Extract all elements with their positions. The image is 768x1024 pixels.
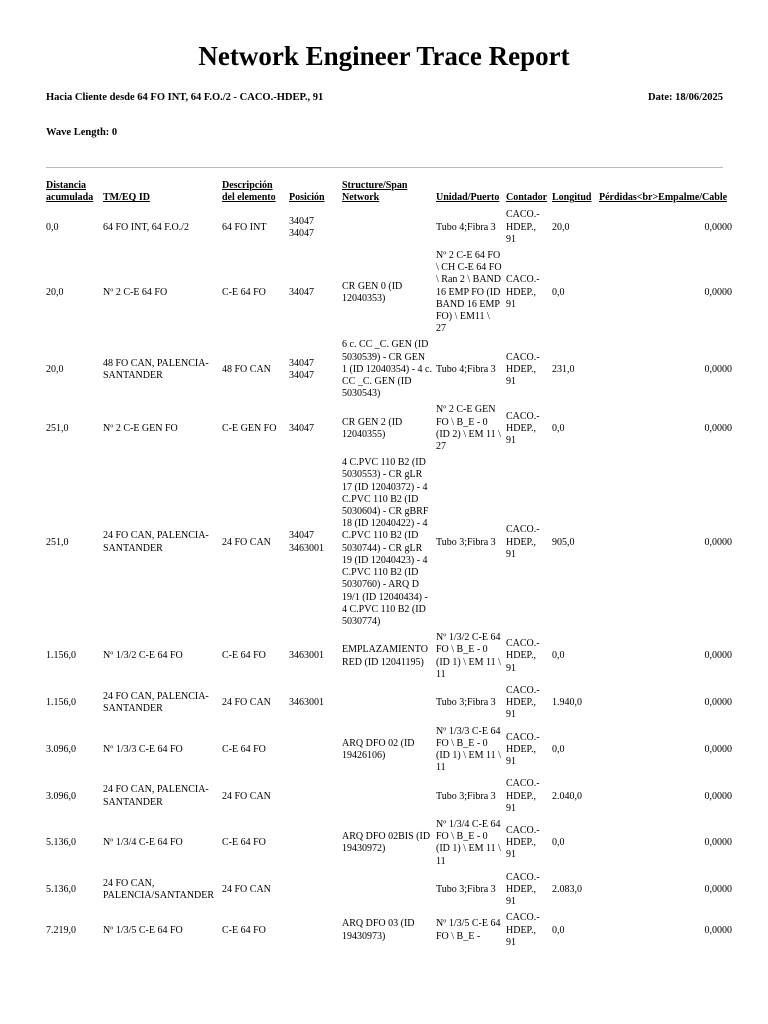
- cell-descripcion: 24 FO CAN: [222, 883, 271, 895]
- cell-descripcion: C-E 64 FO: [222, 286, 266, 298]
- cell-posicion: 3463001: [289, 650, 324, 662]
- cell-longitud: 0,0: [552, 837, 565, 849]
- cell-perdidas: 0,0000: [704, 924, 732, 936]
- cell-posicion: 3463001: [289, 697, 324, 709]
- cell-posicion: 34047 34047: [289, 215, 314, 239]
- cell-unidad: Nº 1/3/2 C-E 64 FO \ B_E - 0 (ID 1) \ EM 11 \ 11: [436, 632, 501, 680]
- cell-structure: [340, 871, 434, 912]
- cell-structure: CR GEN 2 (ID 12040355): [342, 416, 403, 440]
- cell-posicion: 34047 3463001: [289, 530, 324, 554]
- cell-distancia: 251,0: [46, 422, 69, 434]
- cell-structure: [340, 684, 434, 725]
- column-header-distancia: Distancia acumulada: [46, 180, 94, 204]
- cell-posicion: [287, 911, 340, 952]
- cell-perdidas: 0,0000: [704, 536, 732, 548]
- cell-perdidas: 0,0000: [704, 790, 732, 802]
- cell-perdidas: 0,0000: [704, 422, 732, 434]
- cell-contador: CACO.-HDEP., 91: [506, 209, 540, 245]
- cell-tm-eq-id: 24 FO CAN, PALENCIA-SANTANDER: [103, 530, 209, 554]
- report-title: Network Engineer Trace Report: [198, 41, 570, 71]
- cell-tm-eq-id: Nº 1/3/5 C-E 64 FO: [103, 924, 183, 936]
- cell-tm-eq-id: 48 FO CAN, PALENCIA-SANTANDER: [103, 357, 209, 381]
- table-row: [44, 777, 734, 818]
- cell-distancia: 1.156,0: [46, 697, 76, 709]
- cell-unidad: Tubo 3;Fibra 3: [436, 790, 496, 802]
- cell-perdidas: 0,0000: [704, 286, 732, 298]
- cell-longitud: 0,0: [552, 924, 565, 936]
- cell-distancia: 7.219,0: [46, 924, 76, 936]
- cell-perdidas: 0,0000: [704, 650, 732, 662]
- table-body: [44, 208, 734, 952]
- cell-distancia: 20,0: [46, 286, 64, 298]
- cell-tm-eq-id: Nº 1/3/2 C-E 64 FO: [103, 650, 183, 662]
- cell-distancia: 251,0: [46, 536, 69, 548]
- cell-structure: ARQ DFO 02BIS (ID 19430972): [342, 831, 431, 855]
- cell-posicion: [287, 871, 340, 912]
- cell-perdidas: 0,0000: [704, 743, 732, 755]
- cell-tm-eq-id: Nº 2 C-E 64 FO: [103, 286, 168, 298]
- cell-contador: CACO.-HDEP., 91: [506, 638, 540, 674]
- wavelength-label: Wave Length: 0: [46, 127, 118, 138]
- column-header-perdidas: Pérdidas<br>Empalme/Cable: [599, 192, 728, 204]
- cell-unidad: Tubo 4;Fibra 3: [436, 221, 496, 233]
- cell-contador: CACO.-HDEP., 91: [506, 351, 540, 388]
- cell-contador: CACO.-HDEP., 91: [506, 274, 540, 310]
- table-row: [44, 818, 734, 871]
- cell-descripcion: C-E 64 FO: [222, 650, 266, 662]
- cell-distancia: 3.096,0: [46, 743, 76, 755]
- table-row: [44, 208, 734, 249]
- cell-structure: 4 C.PVC 110 B2 (ID 5030553) - CR gLR 17 (ID 12040372) - 4 C.PVC 110 B2 (ID 5030604) - CR gBRF 18 (ID 12040422) - 4 C.PVC 110 B2 (ID 5030744) - CR gLR 19 (ID 12040423) - 4 C.PVC 110 B2 (ID 5030760) - ARQ D 19/1 (ID 12040434) - 4 C.PVC 110 B2 (ID 5030774): [342, 457, 429, 627]
- cell-descripcion: 64 FO INT: [222, 221, 267, 233]
- table-row: [44, 338, 734, 403]
- cell-longitud: 1.940,0: [552, 697, 582, 709]
- cell-contador: CACO.-HDEP., 91: [506, 731, 540, 768]
- cell-longitud: 0,0: [552, 286, 565, 298]
- cell-longitud: 2.083,0: [552, 883, 582, 895]
- cell-contador: CACO.-HDEP., 91: [506, 410, 540, 446]
- column-header-structure: Structure/Span Network: [342, 180, 408, 204]
- cell-descripcion: 48 FO CAN: [222, 363, 271, 375]
- cell-unidad: Tubo 3;Fibra 3: [436, 883, 496, 895]
- cell-descripcion: 24 FO CAN: [222, 536, 271, 548]
- trace-table: [44, 180, 734, 952]
- cell-perdidas: 0,0000: [704, 837, 732, 849]
- cell-distancia: 3.096,0: [46, 790, 76, 802]
- cell-posicion: 34047 34047: [289, 357, 314, 381]
- cell-posicion: [287, 777, 340, 818]
- cell-tm-eq-id: 24 FO CAN, PALENCIA-SANTANDER: [103, 691, 209, 715]
- cell-unidad: Tubo 3;Fibra 3: [436, 697, 496, 709]
- cell-contador: CACO.-HDEP., 91: [506, 825, 540, 861]
- cell-unidad: Nº 2 C-E GEN FO \ B_E - 0 (ID 2) \ EM 11 \ 27: [436, 404, 501, 453]
- cell-distancia: 1.156,0: [46, 650, 76, 662]
- table-row: [44, 684, 734, 725]
- cell-structure: ARQ DFO 03 (ID 19430973): [342, 918, 415, 942]
- cell-structure: 6 c. CC _C. GEN (ID 5030539) - CR GEN 1 (ID 12040354) - 4 c. CC _C. GEN (ID 5030543): [342, 339, 432, 400]
- cell-distancia: 5.136,0: [46, 883, 76, 895]
- cell-perdidas: 0,0000: [704, 697, 732, 709]
- cell-descripcion: C-E 64 FO: [222, 743, 266, 755]
- cell-longitud: 2.040,0: [552, 790, 582, 802]
- cell-longitud: 20,0: [552, 221, 570, 233]
- table-row: [44, 871, 734, 912]
- table-row: [44, 911, 734, 952]
- table-row: [44, 403, 734, 456]
- cell-tm-eq-id: 64 FO INT, 64 F.O./2: [103, 221, 189, 233]
- column-header-descripcion: Descripción del elemento: [222, 180, 276, 204]
- column-header-tm-eq-id: TM/EQ ID: [103, 192, 150, 204]
- cell-descripcion: C-E 64 FO: [222, 837, 266, 849]
- cell-unidad: Tubo 4;Fibra 3: [436, 363, 496, 375]
- route-description: Hacia Cliente desde 64 FO INT, 64 F.O./2 - CACO.-HDEP., 91: [46, 92, 324, 103]
- cell-structure: [340, 208, 434, 249]
- cell-structure: ARQ DFO 02 (ID 19426106): [342, 737, 415, 761]
- cell-posicion: [287, 725, 340, 778]
- cell-unidad: Nº 1/3/5 C-E 64 FO \ B_E -: [436, 918, 501, 942]
- cell-distancia: 0,0: [46, 221, 59, 233]
- table-row: [44, 725, 734, 778]
- cell-tm-eq-id: Nº 1/3/3 C-E 64 FO: [103, 743, 183, 755]
- cell-contador: CACO.-HDEP., 91: [506, 524, 540, 560]
- table-header-row: [44, 180, 734, 208]
- cell-tm-eq-id: 24 FO CAN, PALENCIA/SANTANDER: [103, 877, 215, 902]
- table-row: [44, 456, 734, 631]
- table-row: [44, 249, 734, 338]
- cell-posicion: 34047: [289, 422, 314, 434]
- cell-unidad: Nº 2 C-E 64 FO \ CH C-E 64 FO \ Ran 2 \ BAND 16 EMP FO (ID BAND 16 EMP FO) \ EM11 \ 27: [436, 250, 502, 335]
- cell-structure: EMPLAZAMIENTO RED (ID 12041195): [342, 644, 428, 668]
- column-header-unidad: Unidad/Puerto: [436, 192, 500, 204]
- column-header-contador: Contador: [506, 192, 548, 204]
- cell-unidad: Tubo 3;Fibra 3: [436, 536, 496, 548]
- column-header-posicion: Posición: [289, 192, 325, 204]
- route-line: [46, 91, 723, 104]
- column-header-longitud: Longitud: [552, 192, 592, 204]
- cell-distancia: 5.136,0: [46, 837, 76, 849]
- table-row: [44, 631, 734, 684]
- cell-descripcion: C-E GEN FO: [222, 422, 277, 434]
- cell-structure: CR GEN 0 (ID 12040353): [342, 280, 403, 304]
- cell-longitud: 0,0: [552, 650, 565, 662]
- cell-descripcion: 24 FO CAN: [222, 697, 271, 709]
- cell-perdidas: 0,0000: [704, 221, 732, 233]
- cell-descripcion: C-E 64 FO: [222, 924, 266, 936]
- cell-posicion: [287, 818, 340, 871]
- cell-longitud: 905,0: [552, 536, 575, 548]
- cell-perdidas: 0,0000: [704, 363, 732, 375]
- cell-descripcion: 24 FO CAN: [222, 790, 271, 802]
- cell-contador: CACO.-HDEP., 91: [506, 778, 540, 814]
- divider: [46, 167, 723, 168]
- cell-longitud: 231,0: [552, 363, 575, 375]
- cell-posicion: 34047: [289, 286, 314, 298]
- cell-longitud: 0,0: [552, 743, 565, 755]
- cell-unidad: Nº 1/3/4 C-E 64 FO \ B_E - 0 (ID 1) \ EM 11 \ 11: [436, 818, 501, 867]
- report-date: Date: 18/06/2025: [648, 92, 723, 103]
- cell-longitud: 0,0: [552, 422, 565, 434]
- cell-distancia: 20,0: [46, 363, 64, 375]
- cell-perdidas: 0,0000: [704, 883, 732, 895]
- cell-structure: [340, 777, 434, 818]
- cell-contador: CACO.-HDEP., 91: [506, 871, 540, 908]
- cell-tm-eq-id: Nº 2 C-E GEN FO: [103, 422, 178, 434]
- cell-tm-eq-id: Nº 1/3/4 C-E 64 FO: [103, 837, 183, 849]
- cell-tm-eq-id: 24 FO CAN, PALENCIA-SANTANDER: [103, 784, 209, 808]
- cell-contador: CACO.-HDEP., 91: [506, 684, 540, 721]
- cell-contador: CACO.-HDEP., 91: [506, 912, 540, 948]
- cell-unidad: Nº 1/3/3 C-E 64 FO \ B_E - 0 (ID 1) \ EM 11 \ 11: [436, 725, 501, 774]
